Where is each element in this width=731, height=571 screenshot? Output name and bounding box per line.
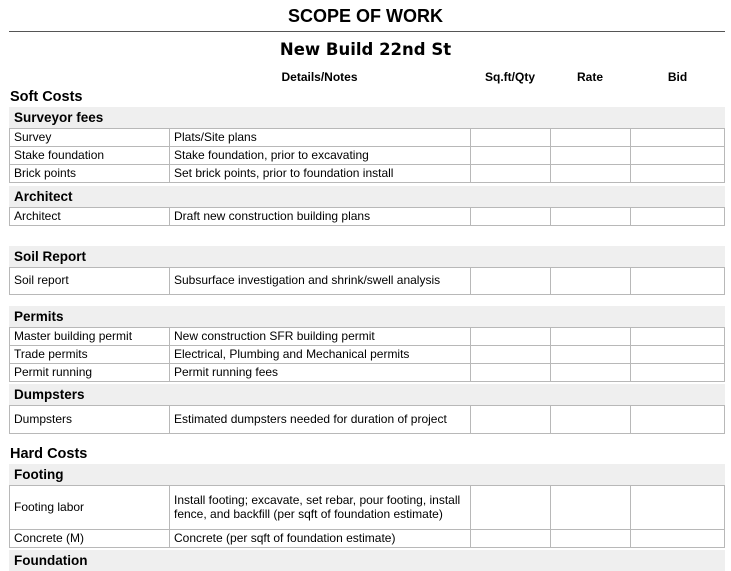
- rate-cell[interactable]: [551, 208, 631, 225]
- qty-cell[interactable]: [471, 208, 551, 225]
- item-cell: Concrete (M): [10, 530, 170, 547]
- details-cell: Concrete (per sqft of foundation estimate): [170, 530, 471, 547]
- bid-cell[interactable]: [631, 530, 724, 547]
- column-header-details: Details/Notes: [281, 70, 358, 84]
- details-cell: Estimated dumpsters needed for duration of project: [170, 406, 471, 433]
- table-row: [9, 405, 725, 434]
- table-row: [9, 128, 725, 147]
- group-permits: Permits: [9, 306, 725, 327]
- group-architect: Architect: [9, 186, 725, 207]
- details-cell: Plats/Site plans: [170, 129, 471, 146]
- bid-cell[interactable]: [631, 406, 724, 433]
- qty-cell[interactable]: [471, 268, 551, 294]
- rate-cell[interactable]: [551, 129, 631, 146]
- qty-cell[interactable]: [471, 165, 551, 182]
- document-title: SCOPE OF WORK: [287, 6, 443, 26]
- details-cell: Install footing; excavate, set rebar, pour footing, install fence, and backfill (per sqft of foundation estimate): [170, 486, 471, 529]
- bid-cell[interactable]: [631, 486, 724, 529]
- rate-cell[interactable]: [551, 268, 631, 294]
- item-cell: Master building permit: [10, 328, 170, 345]
- item-cell: Dumpsters: [10, 406, 170, 433]
- qty-cell[interactable]: [471, 346, 551, 363]
- rate-cell[interactable]: [551, 530, 631, 547]
- item-cell: Permit running: [10, 364, 170, 381]
- group-foundation: Foundation: [9, 550, 725, 571]
- bid-cell[interactable]: [631, 208, 724, 225]
- document-subtitle: New Build 22nd St: [279, 40, 452, 59]
- rate-cell[interactable]: [551, 165, 631, 182]
- rate-cell[interactable]: [551, 328, 631, 345]
- section-hard-costs: Hard Costs: [10, 446, 88, 462]
- item-cell: Stake foundation: [10, 147, 170, 164]
- item-cell: Architect: [10, 208, 170, 225]
- rate-cell[interactable]: [551, 486, 631, 529]
- bid-cell[interactable]: [631, 165, 724, 182]
- bid-cell[interactable]: [631, 268, 724, 294]
- group-soil-report: Soil Report: [9, 246, 725, 267]
- details-cell: Stake foundation, prior to excavating: [170, 147, 471, 164]
- bid-cell[interactable]: [631, 346, 724, 363]
- rate-cell[interactable]: [551, 147, 631, 164]
- bid-cell[interactable]: [631, 328, 724, 345]
- rate-cell[interactable]: [551, 406, 631, 433]
- qty-cell[interactable]: [471, 328, 551, 345]
- column-header-rate: Rate: [576, 70, 603, 84]
- column-header-qty: Sq.ft/Qty: [485, 70, 535, 84]
- group-dumpsters: Dumpsters: [9, 384, 725, 405]
- section-soft-costs: Soft Costs: [10, 89, 83, 105]
- table-row: [9, 529, 725, 548]
- table-row: [9, 485, 725, 530]
- bid-cell[interactable]: [631, 364, 724, 381]
- item-cell: Brick points: [10, 165, 170, 182]
- table-row: [9, 345, 725, 364]
- title-rule: [9, 31, 725, 32]
- group-surveyor-fees: Surveyor fees: [9, 107, 725, 128]
- table-row: [9, 363, 725, 382]
- bid-cell[interactable]: [631, 129, 724, 146]
- qty-cell[interactable]: [471, 486, 551, 529]
- rate-cell[interactable]: [551, 346, 631, 363]
- item-cell: Soil report: [10, 268, 170, 294]
- qty-cell[interactable]: [471, 129, 551, 146]
- table-row: [9, 207, 725, 226]
- group-footing: Footing: [9, 464, 725, 485]
- rate-cell[interactable]: [551, 364, 631, 381]
- table-row: [9, 146, 725, 165]
- details-cell: Subsurface investigation and shrink/swell analysis: [170, 268, 471, 294]
- details-cell: New construction SFR building permit: [170, 328, 471, 345]
- qty-cell[interactable]: [471, 147, 551, 164]
- table-row: [9, 327, 725, 346]
- details-cell: Electrical, Plumbing and Mechanical permits: [170, 346, 471, 363]
- item-cell: Footing labor: [10, 486, 170, 529]
- table-row: [9, 164, 725, 183]
- table-row: [9, 267, 725, 295]
- qty-cell[interactable]: [471, 530, 551, 547]
- details-cell: Permit running fees: [170, 364, 471, 381]
- qty-cell[interactable]: [471, 406, 551, 433]
- item-cell: Trade permits: [10, 346, 170, 363]
- item-cell: Survey: [10, 129, 170, 146]
- bid-cell[interactable]: [631, 147, 724, 164]
- qty-cell[interactable]: [471, 364, 551, 381]
- details-cell: Set brick points, prior to foundation install: [170, 165, 471, 182]
- details-cell: Draft new construction building plans: [170, 208, 471, 225]
- column-header-bid: Bid: [667, 70, 688, 84]
